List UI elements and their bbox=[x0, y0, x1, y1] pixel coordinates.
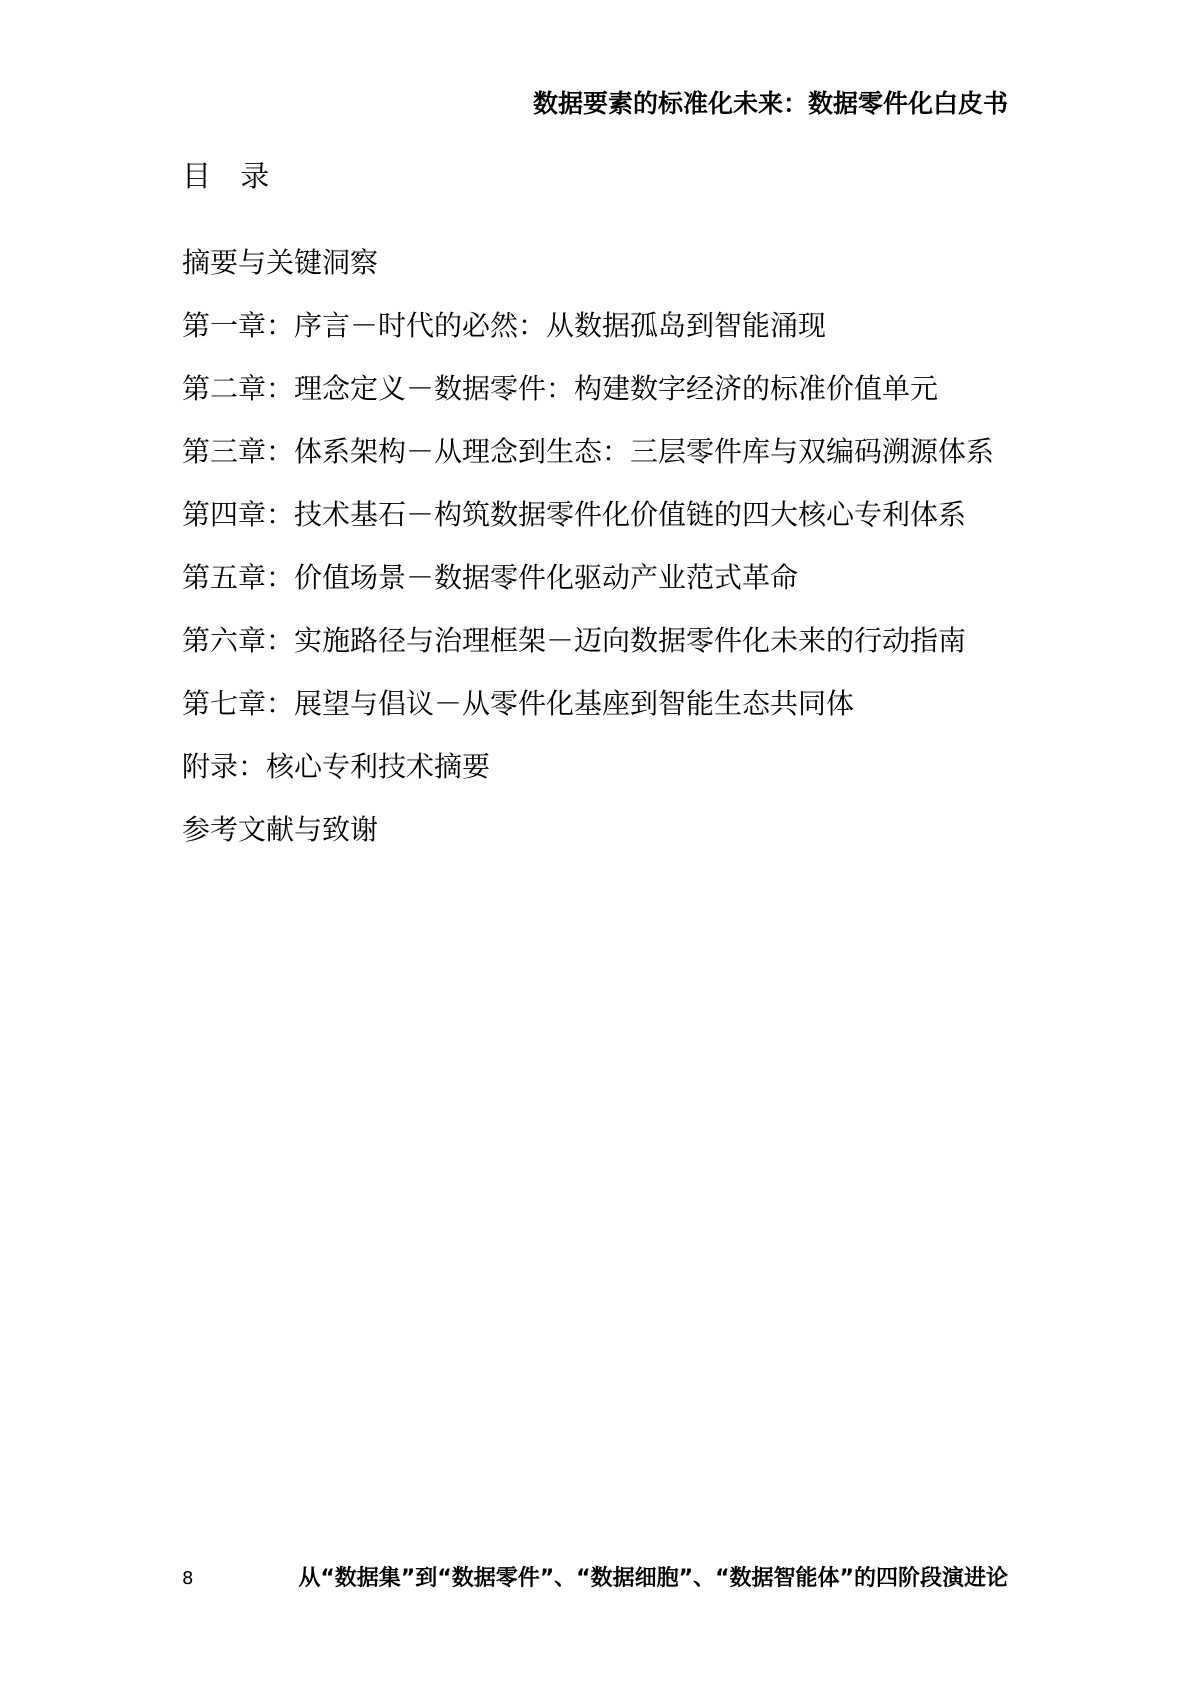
running-header: 数据要素的标准化未来：数据零件化白皮书 bbox=[532, 89, 1008, 118]
toc-entry-chapter-7[interactable]: 第七章：展望与倡议－从零件化基座到智能生态共同体 bbox=[182, 687, 855, 720]
page-number: 8 bbox=[182, 1568, 194, 1589]
table-of-contents bbox=[182, 245, 994, 875]
toc-entry-abstract[interactable]: 摘要与关键洞察 bbox=[182, 246, 379, 279]
toc-entry-chapter-2[interactable]: 第二章：理念定义－数据零件：构建数字经济的标准价值单元 bbox=[182, 372, 939, 405]
running-footer: 从“数据集”到“数据零件”、“数据细胞”、“数据智能体”的四阶段演进论 bbox=[298, 1566, 1008, 1591]
toc-entry-references[interactable]: 参考文献与致谢 bbox=[182, 813, 379, 846]
toc-entry-appendix[interactable]: 附录：核心专利技术摘要 bbox=[182, 750, 491, 783]
toc-title: 目 录 bbox=[182, 159, 280, 193]
toc-entry-chapter-4[interactable]: 第四章：技术基石－构筑数据零件化价值链的四大核心专利体系 bbox=[182, 498, 967, 531]
toc-entry-chapter-1[interactable]: 第一章：序言－时代的必然：从数据孤岛到智能涌现 bbox=[182, 309, 827, 342]
toc-entry-chapter-5[interactable]: 第五章：价值场景－数据零件化驱动产业范式革命 bbox=[182, 561, 799, 594]
toc-entry-chapter-6[interactable]: 第六章：实施路径与治理框架－迈向数据零件化未来的行动指南 bbox=[182, 624, 967, 657]
toc-entry-chapter-3[interactable]: 第三章：体系架构－从理念到生态：三层零件库与双编码溯源体系 bbox=[182, 435, 995, 468]
